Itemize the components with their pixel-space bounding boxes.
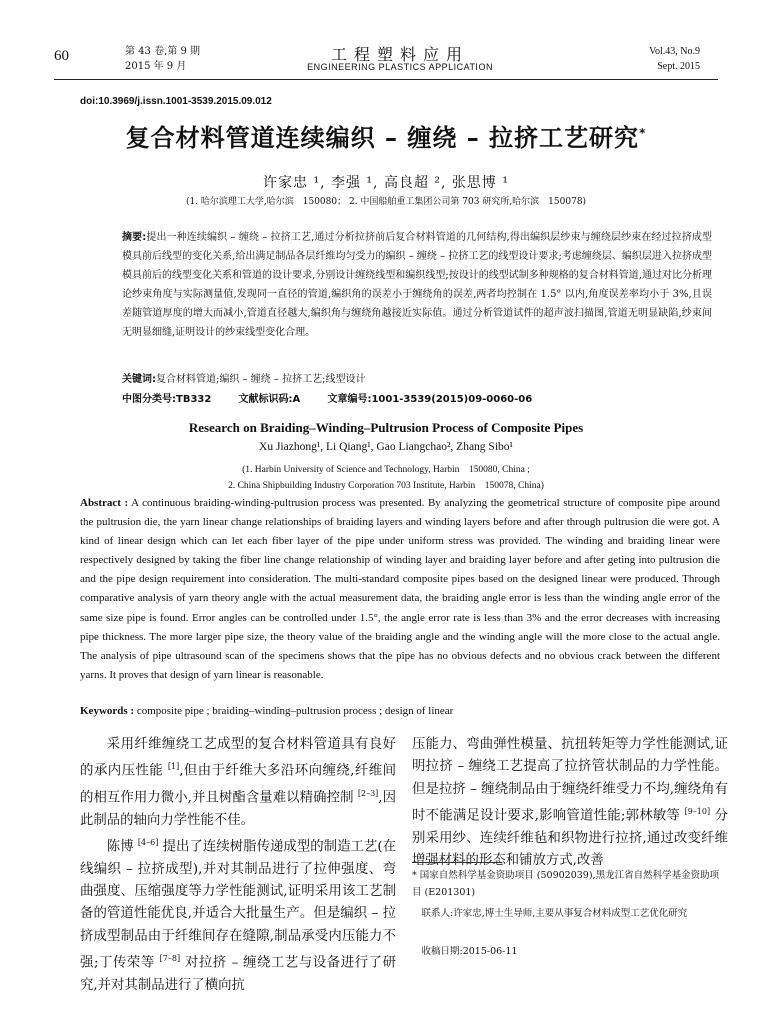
body-text: 提出了连续树脂传递成型的制造工艺(在线编织 – 拉挤成型),并对其制品进行了拉伸强度、弯曲强度、压缩强度等力学性能测试,证明采用该工艺制备的管道性能优良,并适合大批量生产。但是编织 – 拉挤成型制品由于纤维间存在缝隙,制品承受内压能力不强;丁传荣等 [80,839,396,971]
body-paragraph [80,832,396,997]
footnote-contact: 联系人:许家忠,博士生导师,主要从事复合材料成型工艺优化研究 [421,908,688,919]
footnote-funding: * 国家自然科学基金资助项目 (50902039),黑龙江省自然科学基金资助项目 (E201301) [412,870,720,898]
abstract-en-label: Abstract : [80,497,129,509]
title-footnote-mark: * [639,126,647,140]
body-text: 压能力、弯曲弹性模量、抗扭转矩等力学性能测试,证明拉挤 – 缠绕工艺提高了拉挤管状制品的力学性能。但是拉挤 – 缠绕制品由于缠绕纤维受力不均,缠绕角有时不能满足设计要求,影响管道性能;郭林敏等 [412,737,728,824]
footnote-rule [412,862,502,863]
footnote-received: 收稿日期:2015-06-11 [421,946,518,957]
article-number: 文章编号:1001-3539(2015)09-0060-06 [327,394,533,405]
abstract-en [80,494,720,685]
abstract-cn-label: 摘要: [122,232,147,243]
body-paragraph [80,734,396,832]
affiliations-cn: (1. 哈尔滨理工大学,哈尔滨 150080； 2. 中国船舶重工集团公司第 703 研究所,哈尔滨 150078) [185,197,587,207]
title-text: 复合材料管道连续编织 – 缠绕 – 拉挤工艺研究 [125,124,640,152]
keywords-cn-text: 复合材料管道;编织 – 缠绕 – 拉挤工艺;线型设计 [156,374,366,385]
body-column-right [412,734,728,872]
citation: [4–6] [137,838,159,848]
clc-number: 中图分类号:TB332 [122,394,212,405]
body-text: 陈博 [106,839,138,855]
body-text: ,因此制品的轴向力学性能不佳。 [80,790,396,828]
citation: [9–10] [684,806,711,816]
body-text: ,但由于纤维大多沿环向缠绕,纤维间的相互作用力微小,并且树酯含量难以精确控制 [80,763,396,806]
affiliation-en-2: 2. China Shipbuilding Industry Corporation 703 Institute, Harbin 150078, China) [228,481,544,491]
journal-title-cn: 工程塑料应用 [330,45,469,64]
body-paragraph [412,734,728,872]
body-text: 对拉挤 – 缠绕工艺与设备进行了研究,并对其制品进行了横向抗 [80,955,396,993]
keywords-cn [122,370,712,385]
classification-line [122,390,712,405]
keywords-en [80,705,720,717]
volume-info-cn [125,44,200,74]
authors-cn: 许家忠 ¹, 李强 ¹, 高良超 ², 张思博 ¹ [263,175,509,191]
header-rule [54,79,718,80]
citation: [1] [167,762,180,772]
journal-title-en: ENGINEERING PLASTICS APPLICATION [307,62,493,72]
volume-en: Vol.43, No.9 [649,46,700,57]
keywords-en-label: Keywords : [80,705,135,717]
abstract-en-text: A continuous braiding-winding-pultrusion process was presented. By analyzing the geometrical structure of composite pipe around the pultrusion die, the yarn linear change relationships of braiding layers and winding layers before and after through pultrusion die were got. A kind of linear design which can let each fiber layer of the pipe under uniform stress was provided. The winding and braiding linear were respectively designed by taking the fiber line change relationship of winding layer and braiding layer before and after geting into pultrusion die and the pipe design requirement into consideration. The multi-standard composite pipes based on the designed linear were produced. Through comparative analysis of yarn theory angle with the actual measurement data, the braiding angle error is less than the winding angle error of the same size pipe is found. Error angles can be controlled under 1.5°, the angle error rate is less than 3% and the error decreases with increasing pipe thickness. The more larger pipe size, the theory value of the braiding angle and the winding angle will the more close to the actual angle. The analysis of pipe ultrasound scan of the specimens shows that the pipe has no obvious defects and no obvious crack between the different yarns. It proves that design of yarn linear is reasonable. [80,497,720,681]
volume-cn: 第 43 卷,第 9 期 [125,46,200,57]
citation: [7–8] [159,954,181,964]
volume-info-en [600,44,700,74]
authors-en: Xu Jiazhong¹, Li Qiang¹, Gao Liangchao², Zhang Sibo¹ [259,441,513,453]
doi: doi:10.3969/j.issn.1001-3539.2015.09.012 [80,96,272,107]
abstract-cn [122,228,712,342]
page-number: 60 [54,48,69,64]
body-column-left [80,734,396,997]
document-code: 文献标识码:A [238,394,301,405]
paper-title-en: Research on Braiding–Winding–Pultrusion Process of Composite Pipes [188,420,584,435]
date-en: Sept. 2015 [657,61,700,72]
keywords-en-text: composite pipe ; braiding–winding–pultrusion process ; design of linear [136,705,454,717]
abstract-cn-text: 提出一种连续编织 – 缠绕 – 拉挤工艺,通过分析拉挤前后复合材料管道的几何结构,得出编织层纱束与缠绕层纱束在经过拉挤成型模具前后线型的变化关系,给出满足制品各层纤维均匀受力的编织 – 缠绕 – 拉挤工艺的线型设计要求;考虑缠绕层、编织层进入拉挤成型模具前后的线型变化关系和管道的设计要求,分别设计缠绕线型和编织线型;按设计的线型试制多种规格的复合材料管道,通过对比分析理论纱束角度与实际测量值,发现同一直径的管道,编织角的误差小于缠绕角的误差,两者均控制在 1.5° 以内,角度误差率均小于 3%,且误差随管道厚度的增大而减小,管道直径越大,编织角与缠绕角越接近实际值。通过分析管道试件的超声波扫描图,管道无明显缺陷,纱束间无明显细缝,证明设计的纱束线型变化合理。 [122,232,713,338]
body-text: 采用纤维缠绕工艺成型的复合材料管道具有良好的承内压性能 [80,737,396,779]
keywords-cn-label: 关键词: [122,374,156,385]
citation: [2–3] [357,789,379,799]
body-text: 分别采用纱、连续纤维毡和织物进行拉挤,通过改变纤维增强材料的形态和铺放方式,改善 [412,808,728,868]
date-cn: 2015 年 9 月 [125,61,187,72]
affiliation-en-1: (1. Harbin University of Science and Technology, Harbin 150080, China ; [242,465,530,475]
paper-title-cn [60,118,712,153]
